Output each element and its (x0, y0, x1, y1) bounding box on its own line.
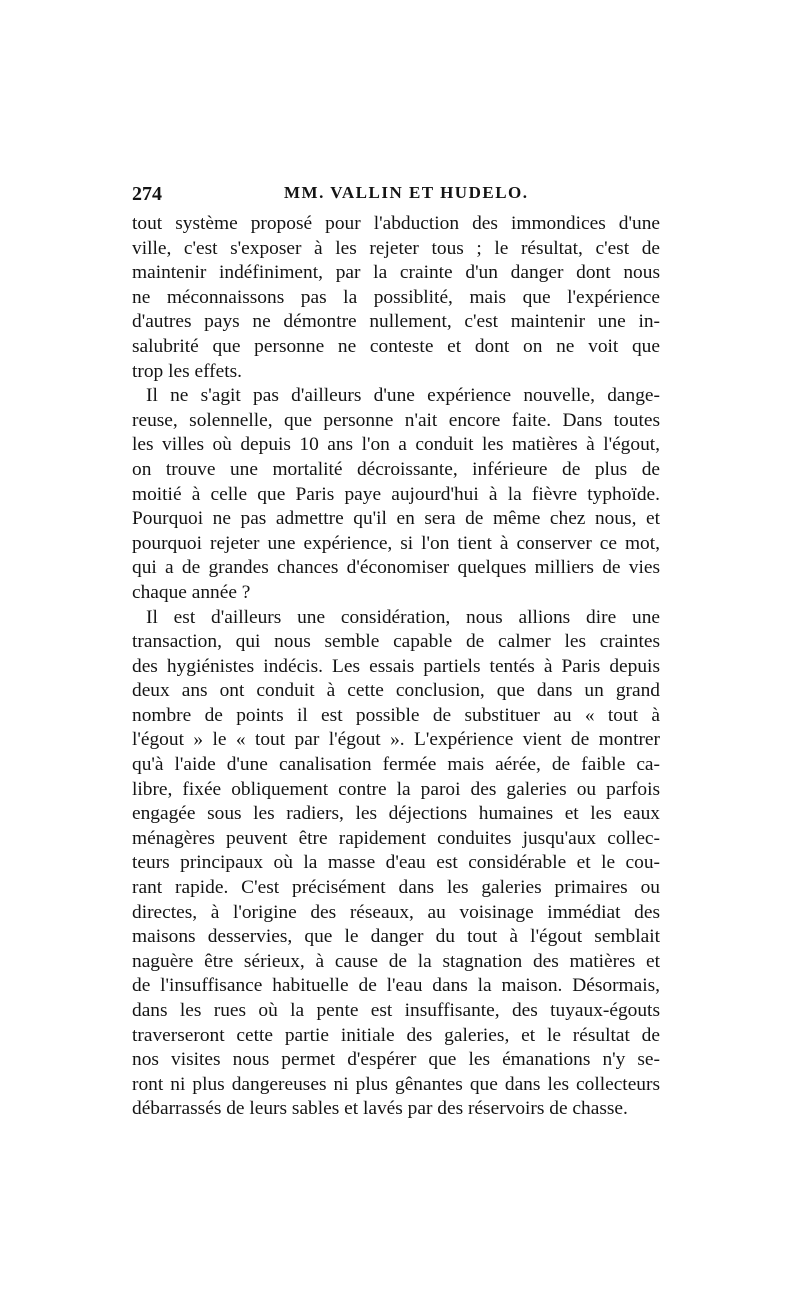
text-line: engagée sous les radiers, les déjections humaines et les eaux (132, 803, 660, 825)
paragraph-3 (132, 606, 660, 1122)
text-line: qu'à l'aide d'une canalisation fermée mais aérée, de faible ca- (132, 754, 660, 776)
text-line: maintenir indéfiniment, par la crainte d'un danger dont nous (132, 262, 660, 284)
paragraph-1 (132, 212, 660, 384)
text-line: Il ne s'agit pas d'ailleurs d'une expérience nouvelle, dange- (146, 385, 660, 407)
text-line: Il est d'ailleurs une considération, nous allions dire une (146, 606, 660, 628)
text-line: des hygiénistes indécis. Les essais partiels tentés à Paris depuis (132, 655, 660, 677)
text-line: débarrassés de leurs sables et lavés par des réservoirs de chasse. (132, 1098, 628, 1120)
text-line: ménagères peuvent être rapidement conduites jusqu'aux collec- (132, 827, 660, 849)
text-line: d'autres pays ne démontre nullement, c'est maintenir une in- (132, 311, 660, 333)
text-line: traverseront cette partie initiale des galeries, et le résultat de (132, 1024, 660, 1046)
text-line: moitié à celle que Paris paye aujourd'hui à la fièvre typhoïde. (132, 483, 660, 505)
page-header (132, 183, 660, 209)
text-line: trop les effets. (132, 360, 243, 382)
text-line: nombre de points il est possible de substituer au « tout à (132, 704, 660, 726)
text-line: ront ni plus dangereuses ni plus gênantes que dans les collecteurs (132, 1073, 660, 1095)
text-line: tout système proposé pour l'abduction des immondices d'une (132, 213, 660, 234)
text-line: rant rapide. C'est précisément dans les galeries primaires ou (132, 877, 660, 899)
text-line: directes, à l'origine des réseaux, au voisinage immédiat des (132, 901, 660, 923)
text-line: nos visites nous permet d'espérer que les émanations n'y se- (132, 1049, 660, 1071)
text-line: libre, fixée obliquement contre la paroi des galeries ou parfois (132, 778, 660, 800)
text-line: Pourquoi ne pas admettre qu'il en sera de même chez nous, et (132, 508, 660, 530)
text-line: qui a de grandes chances d'économiser quelques milliers de vies (132, 557, 660, 579)
text-line: naguère être sérieux, à cause de la stagnation des matières et (132, 950, 660, 972)
text-line: deux ans ont conduit à cette conclusion, que dans un grand (132, 680, 660, 702)
text-line: transaction, qui nous semble capable de calmer les craintes (132, 631, 660, 653)
running-head: MM. VALLIN ET HUDELO. (284, 183, 529, 202)
text-line: ne méconnaissons pas la possiblité, mais que l'expérience (132, 286, 660, 308)
text-line: les villes où depuis 10 ans l'on a conduit les matières à l'égout, (132, 434, 660, 456)
text-line: ville, c'est s'exposer à les rejeter tous ; le résultat, c'est de (132, 237, 660, 259)
text-line: teurs principaux où la masse d'eau est considérable et le cou- (132, 852, 660, 874)
body-text (132, 212, 660, 1122)
text-line: salubrité que personne ne conteste et dont on ne voit que (132, 335, 660, 357)
text-line: de l'insuffisance habituelle de l'eau dans la maison. Désormais, (132, 975, 660, 997)
page-number: 274 (132, 183, 162, 205)
text-line: on trouve une mortalité décroissante, inférieure de plus de (132, 458, 660, 480)
text-line: pourquoi rejeter une expérience, si l'on tient à conserver ce mot, (132, 532, 660, 554)
text-line: reuse, solennelle, que personne n'ait encore faite. Dans toutes (132, 409, 660, 431)
text-line: l'égout » le « tout par l'égout ». L'expérience vient de montrer (132, 729, 660, 751)
text-line: chaque année ? (132, 581, 251, 603)
paragraph-2 (132, 384, 660, 605)
text-line: maisons desservies, que le danger du tout à l'égout semblait (132, 926, 660, 948)
text-line: dans les rues où la pente est insuffisante, des tuyaux-égouts (132, 1000, 660, 1021)
